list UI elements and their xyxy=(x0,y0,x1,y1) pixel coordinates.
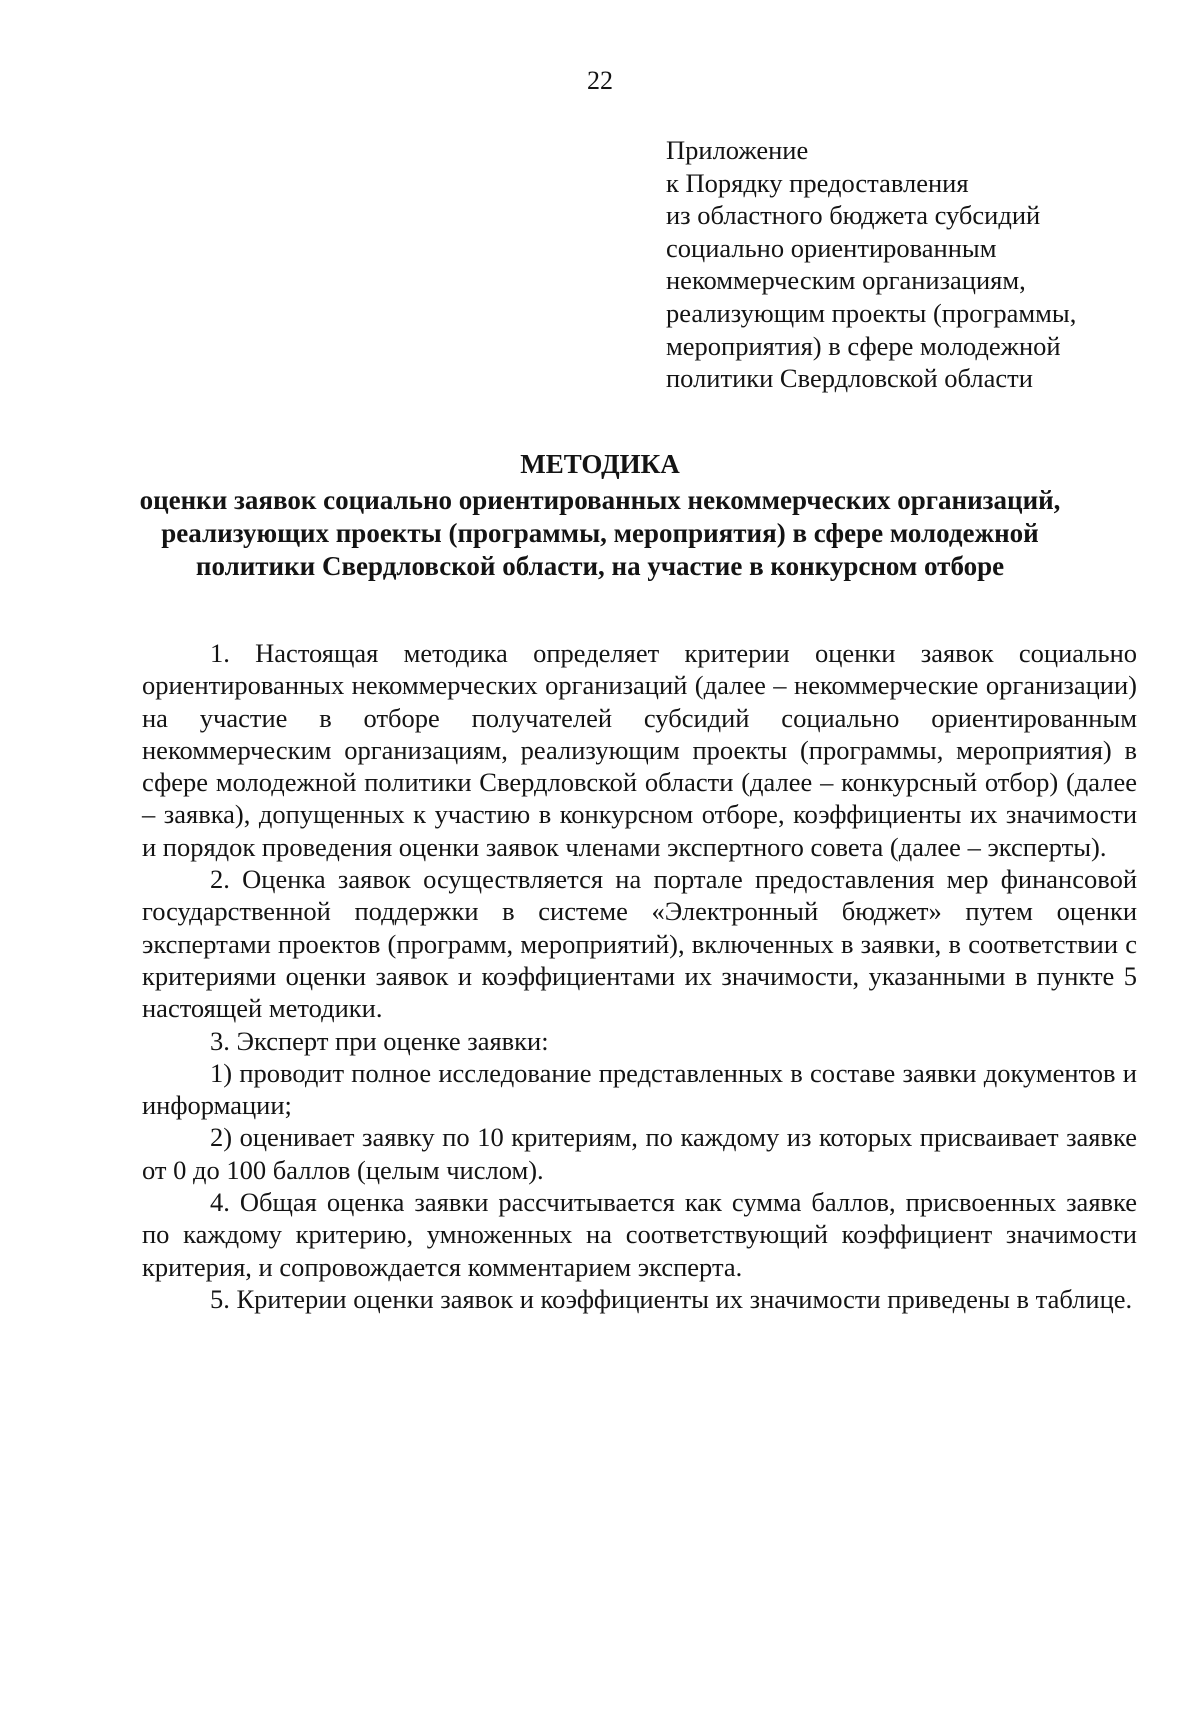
appendix-line: некоммерческим организациям, xyxy=(666,265,1026,296)
paragraph-3-item-1: 1) проводит полное исследование представленных в составе заявки документов и информации; xyxy=(142,1057,1137,1121)
appendix-line: мероприятия) в сфере молодежной xyxy=(666,330,1061,361)
paragraph-1: 1. Настоящая методика определяет критерии оценки заявок социально ориентированных некоммерческих организаций (далее – некоммерческие организации) на участие в отборе получателей субсидий социально ориентированным некоммерческим организациям, реализующим проекты (программы, мероприятия) в сфере молодежной политики Свердловской области (далее – конкурсный отбор) (далее – заявка), допущенных к участию в конкурсном отборе, коэффициенты их значимости и порядок проведения оценки заявок членами экспертного совета (далее – эксперты). xyxy=(142,638,1137,862)
appendix-line: реализующим проекты (программы, xyxy=(666,297,1077,328)
appendix-line: социально ориентированным xyxy=(666,232,997,263)
document-title: МЕТОДИКА xyxy=(520,449,680,479)
paragraph-3-item-2: 2) оценивает заявку по 10 критериям, по каждому из которых присваивает заявке от 0 до 100 баллов (целым числом). xyxy=(142,1122,1137,1185)
paragraph-3: 3. Эксперт при оценке заявки: xyxy=(210,1025,549,1056)
subtitle-line: реализующих проекты (программы, мероприятия) в сфере молодежной xyxy=(161,518,1039,548)
appendix-line: политики Свердловской области xyxy=(666,363,1033,394)
subtitle-line: оценки заявок социально ориентированных некоммерческих организаций, xyxy=(139,485,1061,515)
document-body xyxy=(142,637,1137,1315)
paragraph-2: 2. Оценка заявок осуществляется на портале предоставления мер финансовой государственной поддержки в системе «Электронный бюджет» путем оценки экспертами проектов (программ, мероприятий), включенных в заявки, в соответствии с критериями оценки заявок и коэффициентами их значимости, указанными в пункте 5 настоящей методики. xyxy=(142,864,1137,1024)
paragraph-5: 5. Критерии оценки заявок и коэффициенты их значимости приведены в таблице. xyxy=(210,1283,1133,1314)
appendix-line: к Порядку предоставления xyxy=(666,167,969,198)
paragraph-4: 4. Общая оценка заявки рассчитывается как сумма баллов, присвоенных заявке по каждому критерию, умноженных на соответствующий коэффициент значимости критерия, и сопровождается комментарием эксперта. xyxy=(142,1187,1137,1282)
page-number: 22 xyxy=(587,66,613,95)
subtitle-line: политики Свердловской области, на участие в конкурсном отборе xyxy=(195,551,1005,581)
appendix-header xyxy=(666,134,1166,395)
appendix-line: из областного бюджета субсидий xyxy=(666,200,1041,231)
document-subtitle xyxy=(120,484,1080,583)
appendix-line: Приложение xyxy=(666,135,809,165)
